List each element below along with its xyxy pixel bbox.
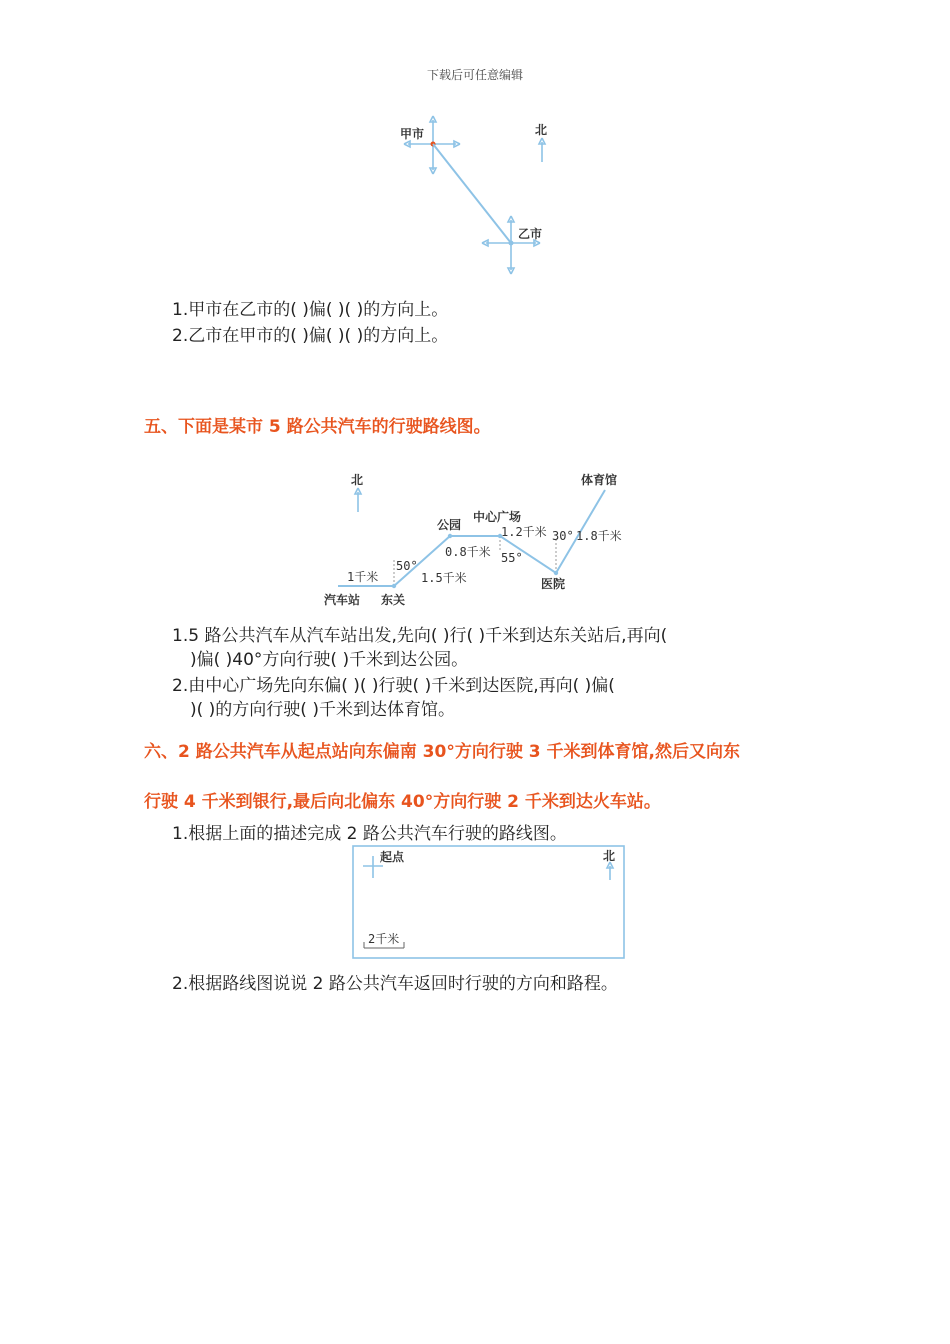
section6-title-line1: 六、2 路公共汽车从起点站向东偏南 30°方向行驶 3 千米到体育馆,然后又向东 [144,742,740,762]
stop-center-label: 中心广场 [473,510,522,524]
distance-3: 0.8千米 [445,545,491,559]
section6-title-line2: 行驶 4 千米到银行,最后向北偏东 40°方向行驶 2 千米到达火车站。 [144,792,661,812]
stop-hospital-label: 医院 [541,577,566,591]
angle-50: 50° [396,559,418,573]
stop-park-label: 公园 [437,518,462,532]
distance-1: 1千米 [347,570,379,584]
stop-start-label: 汽车站 [324,593,361,607]
section5-question-2-line2: )( )的方向行驶( )千米到达体育馆。 [190,700,455,720]
city-b-label: 乙市 [518,227,543,241]
distance-4: 1.2千米 [501,525,547,539]
angle-55: 55° [501,551,523,565]
section5-question-2-line1: 2.由中心广场先向东偏( )( )行驶( )千米到达医院,再向( )偏( [172,676,615,696]
section5-question-1-line2: )偏( )40°方向行驶( )千米到达公园。 [190,650,469,670]
part4-question-2: 2.乙市在甲市的( )偏( )( )的方向上。 [172,326,449,346]
city-a-label: 甲市 [400,127,425,141]
part4-question-1: 1.甲市在乙市的( )偏( )( )的方向上。 [172,300,449,320]
section6-question-2: 2.根据路线图说说 2 路公共汽车返回时行驶的方向和路程。 [172,974,618,994]
box-start-label: 起点 [380,850,405,864]
north-label-2: 北 [351,473,364,487]
section5-question-1-line1: 1.5 路公共汽车从汽车站出发,先向( )行( )千米到达东关站后,再向( [172,626,668,646]
box-scale-label: 2千米 [368,932,400,946]
distance-2: 1.5千米 [421,571,467,585]
stop-dongguan-label: 东关 [381,593,406,607]
angle-30: 30° [552,529,574,543]
stop-stadium-label: 体育馆 [581,473,618,487]
header-note: 下载后可任意编辑 [426,68,523,82]
distance-5: 1.8千米 [576,529,622,543]
section5-title: 五、下面是某市 5 路公共汽车的行驶路线图。 [144,417,491,437]
section6-question-1: 1.根据上面的描述完成 2 路公共汽车行驶的路线图。 [172,824,567,844]
box-north-label: 北 [603,849,616,863]
north-label-1: 北 [535,123,548,137]
